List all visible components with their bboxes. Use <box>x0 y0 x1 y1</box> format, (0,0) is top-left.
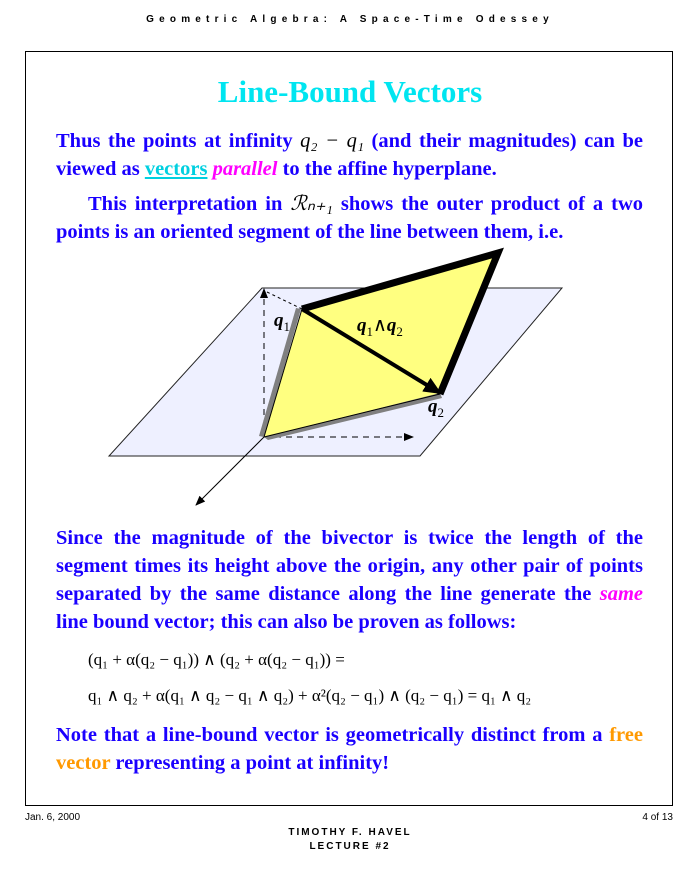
footer-lecture: LECTURE #2 <box>309 841 391 852</box>
equation-line-1: (q₁ + α(q₂ − q₁)) ∧ (q₂ + α(q₂ − q₁)) = <box>88 650 345 669</box>
running-header: Geometric Algebra: A Space-Time Odessey <box>146 14 554 25</box>
label-q1: $q_1$ <box>274 310 290 334</box>
parallel-emphasis: parallel <box>212 158 278 180</box>
same-emphasis: same <box>599 583 643 605</box>
para1-text-a: Thus the points at infinity <box>56 130 293 152</box>
vectors-link[interactable]: vectors <box>144 158 208 180</box>
footer-page-number: 4 of 13 <box>642 812 673 823</box>
label-wedge: $q_1\wedge q_2$ <box>357 315 403 339</box>
footer-date: Jan. 6, 2000 <box>25 812 81 823</box>
para2-text-a: This interpretation in <box>88 193 283 215</box>
paragraph-4 <box>56 721 643 777</box>
label-q2: $q_2$ <box>428 396 444 420</box>
para1-math: q₂ − q₁ <box>300 130 364 152</box>
equation-line-2: q₁ ∧ q₂ + α(q₁ ∧ q₂ − q₁ ∧ q₂) + α²(q₂ − q₁) ∧ (q₂ − q₁) = q₁ ∧ q₂ <box>88 686 532 705</box>
para4-text-b: representing a point at infinity! <box>115 752 390 774</box>
para3-text-b: line bound vector; this can also be proven as follows: <box>56 611 517 633</box>
slide-title: Line-Bound Vectors <box>217 74 483 109</box>
para3-text-a: Since the magnitude of the bivector is twice the length of the segment times its height above the origin, any other pair of points separated by the same distance along the line generate the <box>56 527 643 605</box>
free-vector-emphasis: free vector <box>56 724 643 774</box>
para1-text-b: (and their magnitudes) can be viewed as <box>56 130 644 180</box>
para4-text-a: Note that a line-bound vector is geometrically distinct from a <box>56 724 603 746</box>
para1-text-c: to the affine hyperplane. <box>282 158 497 180</box>
footer-author-block <box>0 826 700 854</box>
para2-text-b: shows the outer product of a two points is an oriented segment of the line between them, i.e. <box>56 193 644 243</box>
para2-math: ℛₙ₊₁ <box>290 193 333 215</box>
paragraph-3 <box>56 524 643 636</box>
footer-author: TIMOTHY F. HAVEL <box>288 827 412 838</box>
